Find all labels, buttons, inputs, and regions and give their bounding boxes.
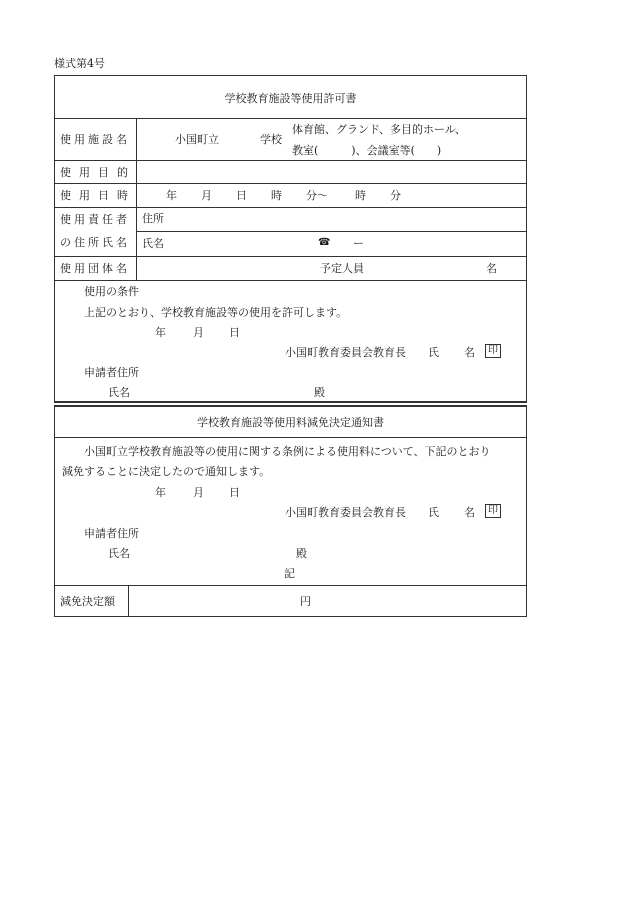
- datetime-day: 日: [236, 189, 247, 202]
- datetime-hour-to: 時: [355, 189, 366, 202]
- divider: [54, 183, 527, 184]
- permit-date-year: 年: [155, 326, 166, 339]
- datetime-month: 月: [201, 189, 212, 202]
- datetime-year: 年: [166, 189, 177, 202]
- notice-seal: [485, 504, 501, 518]
- facility-school-suffix: 学校: [260, 133, 282, 146]
- permit-date-month: 月: [193, 326, 204, 339]
- label-column-divider: [136, 118, 137, 280]
- facility-options-line2: 教室( )、会議室等( ): [292, 144, 442, 157]
- permit-date-day: 日: [229, 326, 240, 339]
- datetime-hour: 時: [271, 189, 282, 202]
- divider: [54, 437, 527, 438]
- divider: [54, 118, 527, 119]
- conditions-label: 使用の条件: [84, 285, 139, 298]
- notice-body-line2: 減免することに決定したので通知します。: [62, 465, 271, 478]
- notice-date-year: 年: [155, 486, 166, 499]
- seal-mark: 印: [485, 504, 501, 518]
- amount-label-divider: [128, 585, 129, 617]
- permission-text: 上記のとおり、学校教育施設等の使用を許可します。: [84, 306, 348, 319]
- permit-applicant-name-label: 氏名: [108, 386, 130, 399]
- permit-seal: [485, 344, 501, 358]
- notice-date-month: 月: [193, 486, 204, 499]
- datetime-label: 使用日時: [60, 189, 136, 202]
- expected-people-label: 予定人員: [320, 262, 364, 275]
- address-label: 住所: [142, 212, 164, 225]
- note-heading: 記: [284, 567, 295, 580]
- notice-honorific: 殿: [296, 547, 307, 560]
- notice-issuer: 小国町教育委員会教育長: [285, 506, 406, 519]
- divider: [54, 207, 527, 208]
- notice-date-day: 日: [229, 486, 240, 499]
- divider: [136, 231, 527, 232]
- purpose-label: 使用目的: [60, 166, 136, 179]
- facility-label: 使用施設名: [60, 133, 130, 146]
- phone-dash: ー: [353, 237, 364, 250]
- responsible-label-line1: 使用責任者: [60, 213, 130, 226]
- divider: [54, 280, 527, 281]
- divider: [54, 160, 527, 161]
- datetime-minute-to: 分: [390, 189, 401, 202]
- people-unit: 名: [486, 262, 497, 275]
- group-label: 使用団体名: [60, 262, 130, 275]
- permit-issuer: 小国町教育委員会教育長: [285, 346, 406, 359]
- divider: [54, 256, 527, 257]
- permit-issuer-name-label-2: 名: [464, 346, 475, 359]
- amount-currency: 円: [300, 595, 311, 608]
- permit-issuer-name-label-1: 氏: [428, 346, 439, 359]
- permit-honorific: 殿: [314, 386, 325, 399]
- permit-title: 学校教育施設等使用許可書: [224, 92, 357, 105]
- facility-options-line1: 体育館、グランド、多目的ホール、: [292, 123, 466, 136]
- form-number: 様式第4号: [54, 57, 105, 70]
- phone-icon: ☎: [318, 237, 331, 248]
- name-label: 氏名: [142, 237, 164, 250]
- datetime-minute-from: 分〜: [306, 189, 328, 202]
- notice-title: 学校教育施設等使用料減免決定通知書: [197, 416, 384, 429]
- facility-school-prefix: 小国町立: [175, 133, 219, 146]
- amount-label: 減免決定額: [60, 595, 115, 608]
- notice-issuer-name-label-1: 氏: [428, 506, 439, 519]
- divider: [54, 585, 527, 586]
- notice-body-line1: 小国町立学校教育施設等の使用に関する条例による使用料について、下記のとおり: [84, 445, 491, 458]
- permit-applicant-address-label: 申請者住所: [84, 366, 139, 379]
- notice-applicant-address-label: 申請者住所: [84, 527, 139, 540]
- responsible-label-line2: の住所氏名: [60, 236, 130, 249]
- notice-issuer-name-label-2: 名: [464, 506, 475, 519]
- notice-applicant-name-label: 氏名: [108, 547, 130, 560]
- seal-mark: 印: [485, 344, 501, 358]
